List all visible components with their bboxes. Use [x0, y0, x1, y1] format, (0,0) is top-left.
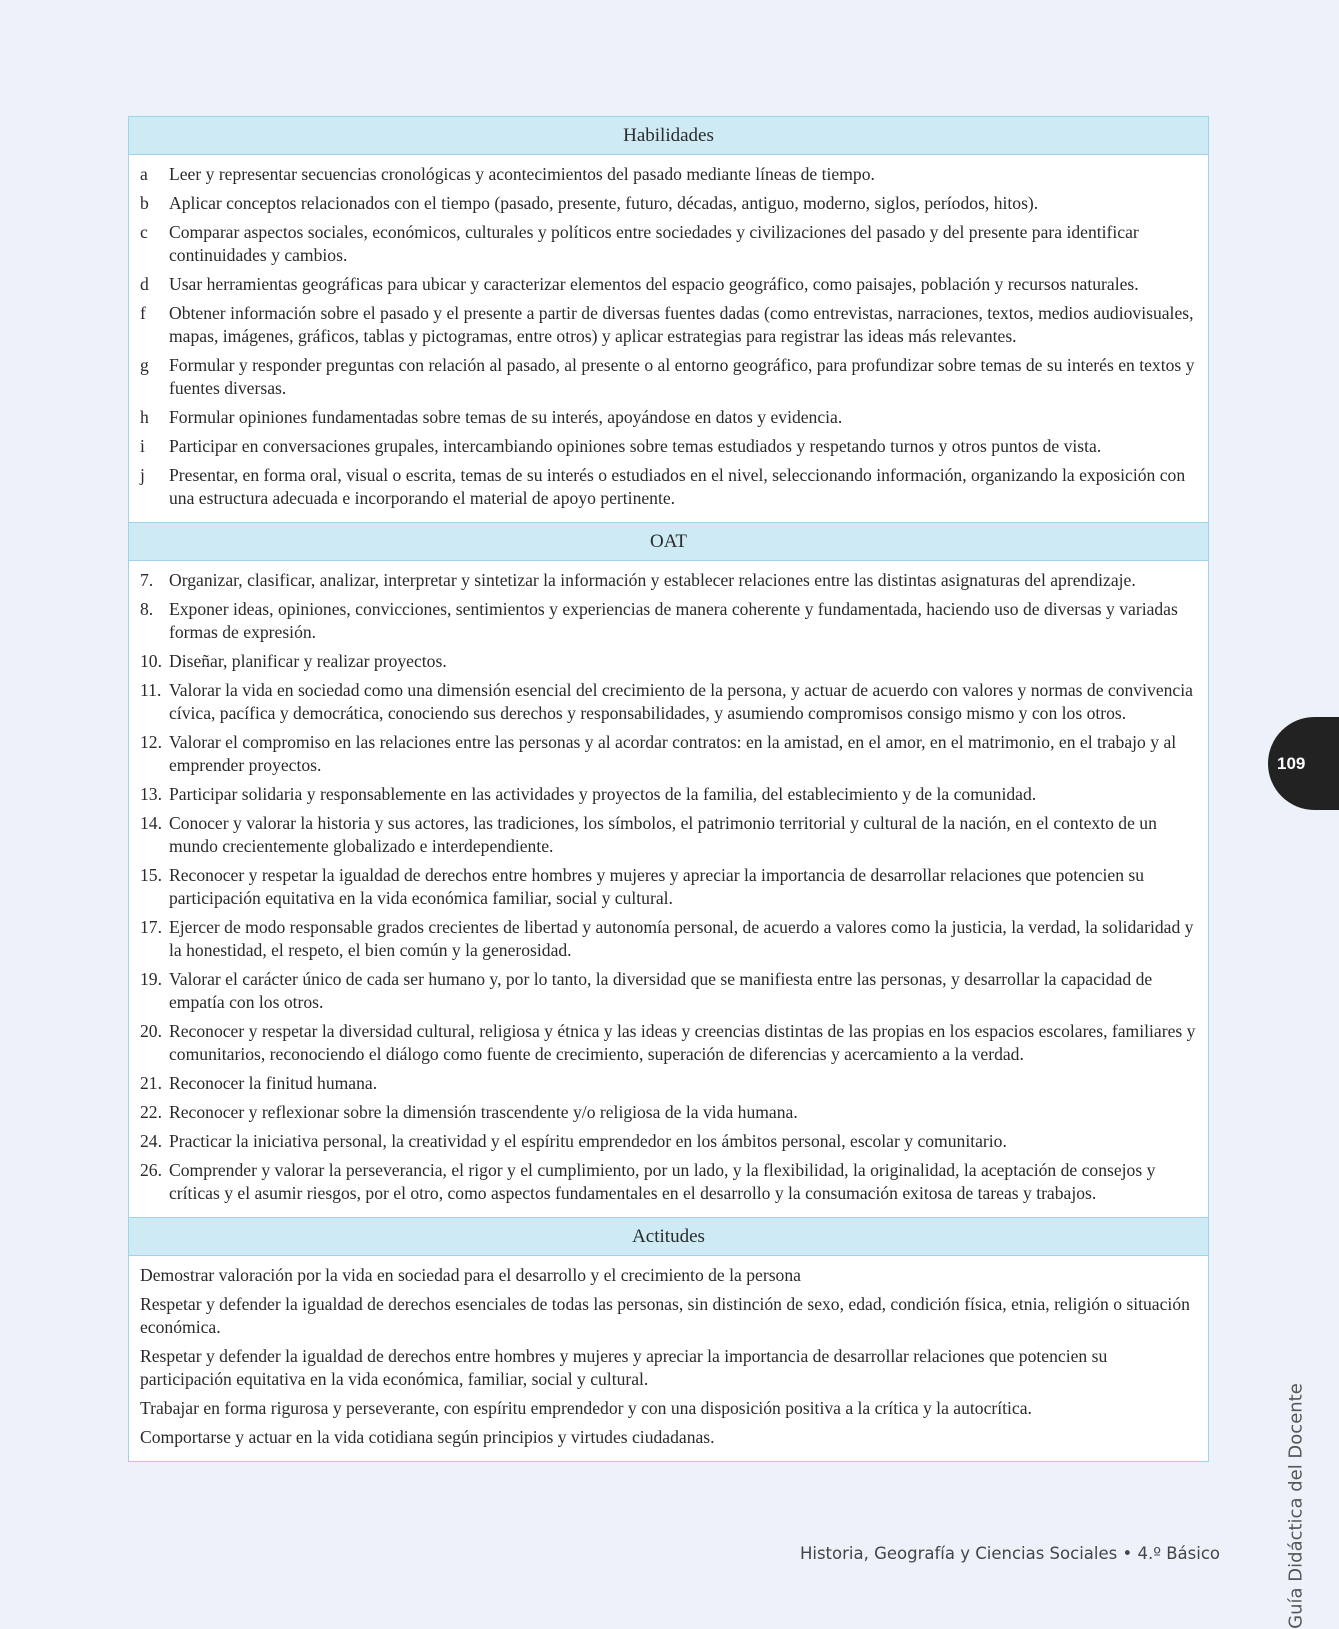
item-marker: 8. [140, 599, 154, 619]
list-item [140, 569, 1196, 592]
list-item [140, 221, 1196, 267]
item-marker: b [140, 193, 149, 213]
actitudes-list [129, 1256, 1208, 1461]
item-text: Comprender y valorar la perseverancia, el rigor y el cumplimiento, por un lado, y la flexibilidad, la originalidad, la aceptación de consejos y críticas y el asumir riesgos, por el otro, como aspectos fundamentales en el desarrollo y la consumación exitosa de tareas y trabajos. [169, 1160, 1156, 1203]
item-text: Valorar la vida en sociedad como una dimensión esencial del crecimiento de la persona, y actuar de acuerdo con valores y normas de convivencia cívica, pacífica y democrática, conociendo sus derechos y responsabilidades, y asumiendo compromisos consigo mismo y con los otros. [169, 680, 1193, 723]
list-item [140, 464, 1196, 510]
item-marker: 12. [140, 732, 162, 752]
item-marker: 22. [140, 1102, 162, 1122]
item-marker: 10. [140, 651, 162, 671]
list-item [140, 1130, 1196, 1153]
list-item [140, 406, 1196, 429]
list-item [140, 812, 1196, 858]
item-text: Organizar, clasificar, analizar, interpretar y sintetizar la información y establecer relaciones entre las distintas asignaturas del aprendizaje. [169, 570, 1136, 590]
item-text: Participar solidaria y responsablemente en las actividades y proyectos de la familia, del establecimiento y de la comunidad. [169, 784, 1037, 804]
list-item [140, 1072, 1196, 1095]
item-text: Reconocer y respetar la igualdad de derechos entre hombres y mujeres y apreciar la importancia de desarrollar relaciones que potencien su participación equitativa en la vida económica familiar, social y cultural. [169, 865, 1145, 908]
oat-header: OAT [129, 522, 1208, 561]
item-marker: i [140, 436, 145, 456]
list-item [140, 650, 1196, 673]
list-item [140, 435, 1196, 458]
item-text: Leer y representar secuencias cronológicas y acontecimientos del pasado mediante líneas de tiempo. [169, 164, 875, 184]
oat-list [129, 561, 1208, 1217]
item-text: Reconocer la finitud humana. [169, 1073, 378, 1093]
item-marker: h [140, 407, 149, 427]
item-text: Valorar el carácter único de cada ser humano y, por lo tanto, la diversidad que se manifiesta entre las personas, y desarrollar la capacidad de empatía con los otros. [169, 969, 1153, 1012]
item-marker: 14. [140, 813, 162, 833]
item-marker: 26. [140, 1160, 162, 1180]
item-text: Usar herramientas geográficas para ubicar y caracterizar elementos del espacio geográfico, como paisajes, población y recursos naturales. [169, 274, 1139, 294]
item-marker: j [140, 465, 145, 485]
list-item [140, 1020, 1196, 1066]
footer-text: Historia, Geografía y Ciencias Sociales • 4.º Básico [799, 1544, 1220, 1563]
content-table [128, 116, 1209, 1462]
item-text: Practicar la iniciativa personal, la creatividad y el espíritu emprendedor en los ámbitos personal, escolar y comunitario. [169, 1131, 1007, 1151]
list-item [140, 273, 1196, 296]
actitudes-header: Actitudes [129, 1217, 1208, 1256]
list-item [140, 163, 1196, 186]
item-marker: 19. [140, 969, 162, 989]
item-text: Presentar, en forma oral, visual o escrita, temas de su interés o estudiados en el nivel, seleccionando información, organizando la exposición con una estructura adecuada e incorporando el material de apoyo pertinente. [169, 465, 1186, 508]
list-item [140, 968, 1196, 1014]
list-item [140, 864, 1196, 910]
list-item [140, 302, 1196, 348]
item-marker: 17. [140, 917, 162, 937]
item-marker: 24. [140, 1131, 162, 1151]
item-text: Participar en conversaciones grupales, intercambiando opiniones sobre temas estudiados y respetando turnos y otros puntos de vista. [169, 436, 1102, 456]
page-number-tab [1268, 717, 1339, 810]
list-item: Respetar y defender la igualdad de derechos esenciales de todas las personas, sin distinción de sexo, edad, condición física, etnia, religión o situación económica. [140, 1294, 1190, 1337]
list-item [140, 783, 1196, 806]
list-item [140, 731, 1196, 777]
item-text: Reconocer y respetar la diversidad cultural, religiosa y étnica y las ideas y creencias distintas de las propias en los espacios escolares, familiares y comunitarios, reconociendo el diálogo como fuente de crecimiento, superación de diferencias y acercamiento a la verdad. [169, 1021, 1196, 1064]
item-text: Ejercer de modo responsable grados crecientes de libertad y autonomía personal, de acuerdo a valores como la justicia, la verdad, la solidaridad y la honestidad, el respeto, el bien común y la generosidad. [169, 917, 1194, 960]
habilidades-list [129, 155, 1208, 522]
item-text: Reconocer y reflexionar sobre la dimensión trascendente y/o religiosa de la vida humana. [169, 1102, 798, 1122]
item-marker: 13. [140, 784, 162, 804]
list-item [140, 1159, 1196, 1205]
item-text: Diseñar, planificar y realizar proyectos. [169, 651, 447, 671]
item-marker: c [140, 222, 148, 242]
list-item [140, 354, 1196, 400]
list-item: Respetar y defender la igualdad de derechos entre hombres y mujeres y apreciar la importancia de desarrollar relaciones que potencien su participación equitativa en la vida económica, familiar, social y cultural. [140, 1346, 1108, 1389]
list-item [140, 192, 1196, 215]
list-item: Demostrar valoración por la vida en sociedad para el desarrollo y el crecimiento de la persona [140, 1265, 801, 1285]
list-item: Comportarse y actuar en la vida cotidiana según principios y virtudes ciudadanas. [140, 1427, 715, 1447]
list-item [140, 598, 1196, 644]
item-marker: f [140, 303, 146, 323]
side-label: Guía Didáctica del Docente [1285, 1383, 1307, 1629]
item-marker: 20. [140, 1021, 162, 1041]
item-text: Comparar aspectos sociales, económicos, culturales y políticos entre sociedades y civilizaciones del pasado y del presente para identificar continuidades y cambios. [169, 222, 1139, 265]
list-item: Trabajar en forma rigurosa y perseverante, con espíritu emprendedor y con una disposición positiva a la crítica y la autocrítica. [140, 1398, 1032, 1418]
item-text: Exponer ideas, opiniones, convicciones, sentimientos y experiencias de manera coherente y fundamentada, haciendo uso de diversas y variadas formas de expresión. [169, 599, 1178, 642]
list-item [140, 1101, 1196, 1124]
page-number: 109 [1277, 754, 1306, 773]
item-text: Formular opiniones fundamentadas sobre temas de su interés, apoyándose en datos y evidencia. [169, 407, 843, 427]
item-marker: 7. [140, 570, 154, 590]
item-text: Formular y responder preguntas con relación al pasado, al presente o al entorno geográfico, para profundizar sobre temas de su interés en textos y fuentes diversas. [169, 355, 1195, 398]
item-text: Obtener información sobre el pasado y el presente a partir de diversas fuentes dadas (como entrevistas, narraciones, textos, medios audiovisuales, mapas, imágenes, gráficos, tablas y pictogramas, entre otros) y aplicar estrategias para registrar las ideas más relevantes. [169, 303, 1194, 346]
item-marker: g [140, 355, 149, 375]
list-item [140, 679, 1196, 725]
item-text: Conocer y valorar la historia y sus actores, las tradiciones, los símbolos, el patrimonio territorial y cultural de la nación, en el contexto de un mundo crecientemente globalizado e interdependiente. [169, 813, 1157, 856]
item-marker: 11. [140, 680, 162, 700]
item-marker: 15. [140, 865, 162, 885]
habilidades-header: Habilidades [129, 117, 1208, 155]
item-marker: 21. [140, 1073, 162, 1093]
item-marker: d [140, 274, 149, 294]
item-text: Aplicar conceptos relacionados con el tiempo (pasado, presente, futuro, décadas, antiguo, moderno, siglos, períodos, hitos). [169, 193, 1039, 213]
item-text: Valorar el compromiso en las relaciones entre las personas y al acordar contratos: en la amistad, en el amor, en el matrimonio, en el trabajo y al emprender proyectos. [169, 732, 1177, 775]
item-marker: a [140, 164, 148, 184]
list-item [140, 916, 1196, 962]
